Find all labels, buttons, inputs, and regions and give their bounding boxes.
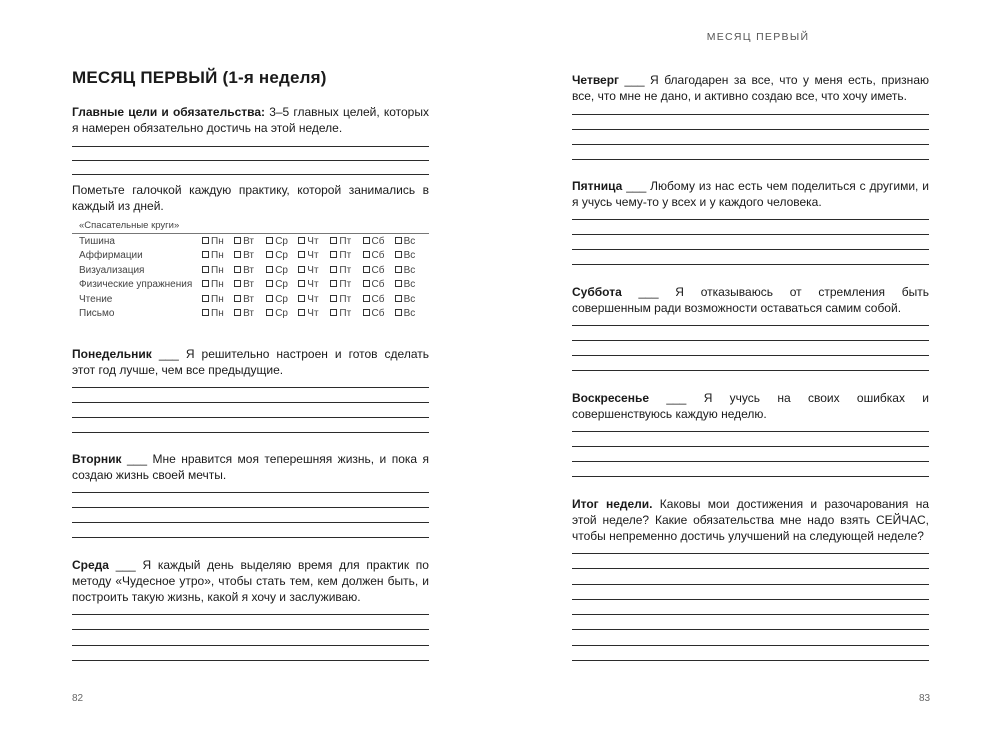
practice-row <box>79 279 429 293</box>
entry-blank: ___ <box>121 452 153 466</box>
day-label: Чт <box>307 293 319 305</box>
day-label: Сб <box>371 250 385 262</box>
writing-line[interactable] <box>72 432 429 433</box>
writing-line[interactable] <box>572 234 929 235</box>
day-label: Вс <box>403 264 416 276</box>
day-checkbox[interactable] <box>330 279 351 293</box>
checkbox-icon[interactable] <box>234 251 241 258</box>
day-checkbox[interactable] <box>234 265 254 279</box>
day-label: Пт <box>339 308 352 319</box>
writing-line[interactable] <box>572 340 929 341</box>
day-label: Ср <box>275 264 288 276</box>
practice-row <box>79 308 429 322</box>
day-label: Вт <box>243 308 255 319</box>
day-label: Пн <box>211 236 224 247</box>
day-checkbox[interactable] <box>330 236 351 250</box>
right-page <box>500 0 1000 736</box>
entry-blank: ___ <box>621 285 676 299</box>
goals-paragraph <box>72 104 429 136</box>
goals-label: Главные цели и обязательства: <box>72 105 266 119</box>
day-label: Пт <box>339 264 352 276</box>
writing-line[interactable] <box>572 660 929 661</box>
checkbox-icon[interactable] <box>363 295 370 302</box>
writing-line[interactable] <box>72 160 429 161</box>
writing-line[interactable] <box>572 219 929 220</box>
entry-blank: ___ <box>649 391 704 405</box>
day-checkbox[interactable] <box>266 279 288 293</box>
checkbox-icon[interactable] <box>202 309 209 316</box>
checkbox-icon[interactable] <box>266 237 273 244</box>
practice-row <box>79 294 429 308</box>
page-number: 83 <box>919 693 931 704</box>
writing-line[interactable] <box>72 402 429 403</box>
checkbox-icon[interactable] <box>298 266 305 273</box>
writing-line[interactable] <box>72 387 429 388</box>
day-label: Вс <box>403 250 416 262</box>
day-label: Чт <box>307 236 319 247</box>
checkbox-icon[interactable] <box>395 280 402 287</box>
day-label: Пн <box>211 279 224 291</box>
entry-monday <box>72 346 429 378</box>
day-checkbox[interactable] <box>202 265 224 279</box>
checkbox-icon[interactable] <box>202 295 209 302</box>
weekly-summary <box>572 496 929 544</box>
checkbox-icon[interactable] <box>202 266 209 273</box>
entry-day-label: Суббота <box>572 285 622 299</box>
day-label: Пн <box>211 250 224 262</box>
checkbox-icon[interactable] <box>298 251 305 258</box>
entry-text: Любому из нас есть чем поделиться с другими, и я учусь чему-то у всех и у каждого человека. <box>572 179 929 209</box>
checkbox-icon[interactable] <box>395 309 402 316</box>
day-label: Вт <box>243 293 255 305</box>
day-label: Вс <box>403 279 416 291</box>
writing-line[interactable] <box>72 146 429 147</box>
day-checkbox[interactable] <box>363 265 385 279</box>
checkbox-icon[interactable] <box>298 309 305 316</box>
writing-line[interactable] <box>72 522 429 523</box>
day-checkbox[interactable] <box>234 308 254 322</box>
writing-line[interactable] <box>72 645 429 646</box>
entry-day-label: Среда <box>72 558 109 572</box>
checkbox-icon[interactable] <box>202 280 209 287</box>
entry-saturday <box>572 284 929 316</box>
writing-line[interactable] <box>572 159 929 160</box>
checkbox-icon[interactable] <box>363 309 370 316</box>
checkbox-icon[interactable] <box>202 237 209 244</box>
day-checkbox[interactable] <box>266 236 288 250</box>
writing-line[interactable] <box>572 645 929 646</box>
writing-line[interactable] <box>572 114 929 115</box>
writing-line[interactable] <box>72 614 429 615</box>
day-checkbox[interactable] <box>298 279 318 293</box>
writing-line[interactable] <box>572 144 929 145</box>
entry-text: Мне нравится моя теперешняя жизнь, и пока я создаю жизнь своей мечты. <box>72 452 429 482</box>
running-head: МЕСЯЦ ПЕРВЫЙ <box>706 31 810 43</box>
checkbox-icon[interactable] <box>234 237 241 244</box>
entry-blank: ___ <box>151 347 186 361</box>
checkbox-icon[interactable] <box>330 309 337 316</box>
summary-text: Каковы мои достижения и разочарования на этой неделе? Какие обязательства мне надо взять СЕЙЧАС, чтобы непременно достичь улучшений на следующей неделе? <box>572 497 929 543</box>
day-label: Чт <box>307 308 319 319</box>
day-checkbox[interactable] <box>395 308 416 322</box>
checkbox-icon[interactable] <box>266 266 273 273</box>
writing-line[interactable] <box>572 614 929 615</box>
entry-day-label: Пятница <box>572 179 623 193</box>
writing-line[interactable] <box>572 568 929 569</box>
checkbox-icon[interactable] <box>330 266 337 273</box>
checkbox-icon[interactable] <box>266 295 273 302</box>
day-checkbox[interactable] <box>202 308 224 322</box>
day-checkbox[interactable] <box>395 265 416 279</box>
entry-blank: ___ <box>619 73 651 87</box>
day-label: Ср <box>275 293 288 305</box>
checkbox-icon[interactable] <box>363 237 370 244</box>
writing-line[interactable] <box>572 553 929 554</box>
checkbox-icon[interactable] <box>298 295 305 302</box>
circles-divider <box>72 233 429 234</box>
day-label: Ср <box>275 250 288 262</box>
day-label: Вт <box>243 250 255 262</box>
day-label: Пт <box>339 293 352 305</box>
day-checkbox[interactable] <box>266 250 288 264</box>
day-checkbox[interactable] <box>363 250 385 264</box>
day-label: Чт <box>307 264 319 276</box>
checkbox-icon[interactable] <box>330 237 337 244</box>
day-label: Пн <box>211 308 224 319</box>
writing-line[interactable] <box>572 355 929 356</box>
checkbox-icon[interactable] <box>363 266 370 273</box>
entry-day-label: Четверг <box>572 73 620 87</box>
day-label: Сб <box>371 264 385 276</box>
checkbox-icon[interactable] <box>330 251 337 258</box>
day-label: Вт <box>243 279 255 291</box>
day-label: Ср <box>275 308 288 319</box>
day-label: Сб <box>371 236 385 247</box>
practice-row <box>79 236 429 250</box>
page-title: МЕСЯЦ ПЕРВЫЙ (1-я неделя) <box>72 68 327 87</box>
checkbox-icon[interactable] <box>330 280 337 287</box>
writing-line[interactable] <box>572 599 929 600</box>
day-checkbox[interactable] <box>266 294 288 308</box>
day-checkbox[interactable] <box>298 236 318 250</box>
day-checkbox[interactable] <box>234 294 254 308</box>
day-checkbox[interactable] <box>202 279 224 293</box>
day-checkbox[interactable] <box>395 250 416 264</box>
writing-line[interactable] <box>72 537 429 538</box>
day-checkbox[interactable] <box>298 294 318 308</box>
entry-blank: ___ <box>622 179 651 193</box>
checkbox-icon[interactable] <box>395 237 402 244</box>
day-label: Пт <box>339 236 352 247</box>
writing-line[interactable] <box>572 249 929 250</box>
entry-wednesday <box>72 557 429 605</box>
writing-line[interactable] <box>572 446 929 447</box>
practice-name: Физические упражнения <box>79 279 193 291</box>
day-label: Вт <box>243 264 255 276</box>
day-label: Пн <box>211 293 224 305</box>
entry-thursday <box>572 72 929 104</box>
writing-line[interactable] <box>72 417 429 418</box>
page-number: 82 <box>72 693 84 704</box>
day-checkbox[interactable] <box>266 308 288 322</box>
entry-tuesday <box>72 451 429 483</box>
checkbox-icon[interactable] <box>266 280 273 287</box>
day-checkbox[interactable] <box>298 265 318 279</box>
entry-blank: ___ <box>108 558 143 572</box>
day-checkbox[interactable] <box>395 294 416 308</box>
practice-row <box>79 265 429 279</box>
checkbox-icon[interactable] <box>234 280 241 287</box>
writing-line[interactable] <box>72 174 429 175</box>
checkbox-icon[interactable] <box>395 251 402 258</box>
day-label: Ср <box>275 236 288 247</box>
checkbox-icon[interactable] <box>330 295 337 302</box>
practice-name: Письмо <box>79 308 115 319</box>
practice-name: Визуализация <box>79 264 145 276</box>
day-label: Сб <box>371 279 385 291</box>
day-checkbox[interactable] <box>330 294 351 308</box>
day-label: Пт <box>339 279 352 291</box>
day-checkbox[interactable] <box>395 236 416 250</box>
day-label: Чт <box>307 250 319 262</box>
day-checkbox[interactable] <box>202 250 224 264</box>
writing-line[interactable] <box>572 461 929 462</box>
practice-name: Аффирмации <box>79 250 143 262</box>
checkbox-icon[interactable] <box>363 251 370 258</box>
writing-line[interactable] <box>572 370 929 371</box>
day-label: Вс <box>403 308 416 319</box>
checkbox-icon[interactable] <box>298 237 305 244</box>
practice-name: Тишина <box>79 236 115 247</box>
day-checkbox[interactable] <box>234 236 254 250</box>
day-label: Чт <box>307 279 319 291</box>
writing-line[interactable] <box>572 584 929 585</box>
entry-day-label: Вторник <box>72 452 122 466</box>
entry-text: Я каждый день выделяю время для практик по методу «Чудесное утро», чтобы стать тем, кем должен быть, и построить такую жизнь, какой я хочу и заслуживаю. <box>72 558 429 604</box>
writing-line[interactable] <box>572 629 929 630</box>
goals-text: 3–5 главных целей, которых я намерен обязательно достичь на этой неделе. <box>72 105 429 135</box>
writing-line[interactable] <box>572 476 929 477</box>
day-checkbox[interactable] <box>234 279 254 293</box>
checkbox-icon[interactable] <box>363 280 370 287</box>
day-label: Ср <box>275 279 288 291</box>
writing-line[interactable] <box>572 129 929 130</box>
entry-sunday <box>572 390 929 422</box>
day-label: Пн <box>211 264 224 276</box>
practice-row <box>79 250 429 264</box>
practice-name: Чтение <box>79 293 113 305</box>
summary-label: Итог недели. <box>572 497 653 511</box>
day-checkbox[interactable] <box>330 250 351 264</box>
circles-title: «Спасательные круги» <box>79 220 180 231</box>
day-checkbox[interactable] <box>234 250 254 264</box>
day-checkbox[interactable] <box>363 236 385 250</box>
day-checkbox[interactable] <box>330 308 351 322</box>
entry-text: Я отказываюсь от стремления быть совершенным ради возможности оставаться самим собой. <box>572 285 929 315</box>
day-checkbox[interactable] <box>363 294 385 308</box>
day-label: Вс <box>403 293 416 305</box>
day-checkbox[interactable] <box>298 250 318 264</box>
entry-text: Я решительно настроен и готов сделать этот год лучше, чем все предыдущие. <box>72 347 429 377</box>
day-label: Сб <box>371 308 385 319</box>
checkbox-icon[interactable] <box>202 251 209 258</box>
day-checkbox[interactable] <box>202 294 224 308</box>
day-checkbox[interactable] <box>298 308 318 322</box>
checkbox-icon[interactable] <box>395 266 402 273</box>
checkbox-icon[interactable] <box>234 309 241 316</box>
writing-line[interactable] <box>72 629 429 630</box>
checkbox-icon[interactable] <box>234 295 241 302</box>
entry-text: Я благодарен за все, что у меня есть, признаю все, что мне не дано, и активно создаю все, что хочу иметь. <box>572 73 929 103</box>
day-label: Вт <box>243 236 255 247</box>
day-label: Пт <box>339 250 352 262</box>
day-label: Сб <box>371 293 385 305</box>
day-label: Вс <box>403 236 416 247</box>
writing-line[interactable] <box>72 660 429 661</box>
entry-text: Я учусь на своих ошибках и совершенствуюсь каждую неделю. <box>572 391 929 421</box>
entry-day-label: Воскресенье <box>572 391 650 405</box>
checkbox-icon[interactable] <box>234 266 241 273</box>
checkbox-icon[interactable] <box>298 280 305 287</box>
writing-line[interactable] <box>72 492 429 493</box>
day-checkbox[interactable] <box>363 279 385 293</box>
checklist-instruction: Пометьте галочкой каждую практику, которой занимались в каждый из дней. <box>72 183 429 213</box>
checkbox-icon[interactable] <box>395 295 402 302</box>
day-checkbox[interactable] <box>363 308 385 322</box>
day-checkbox[interactable] <box>266 265 288 279</box>
writing-line[interactable] <box>572 431 929 432</box>
day-checkbox[interactable] <box>330 265 351 279</box>
entry-friday <box>572 178 929 210</box>
writing-line[interactable] <box>72 507 429 508</box>
day-checkbox[interactable] <box>202 236 224 250</box>
checkbox-icon[interactable] <box>266 309 273 316</box>
writing-line[interactable] <box>572 325 929 326</box>
checkbox-icon[interactable] <box>266 251 273 258</box>
day-checkbox[interactable] <box>395 279 416 293</box>
writing-line[interactable] <box>572 264 929 265</box>
entry-day-label: Понедельник <box>72 347 152 361</box>
